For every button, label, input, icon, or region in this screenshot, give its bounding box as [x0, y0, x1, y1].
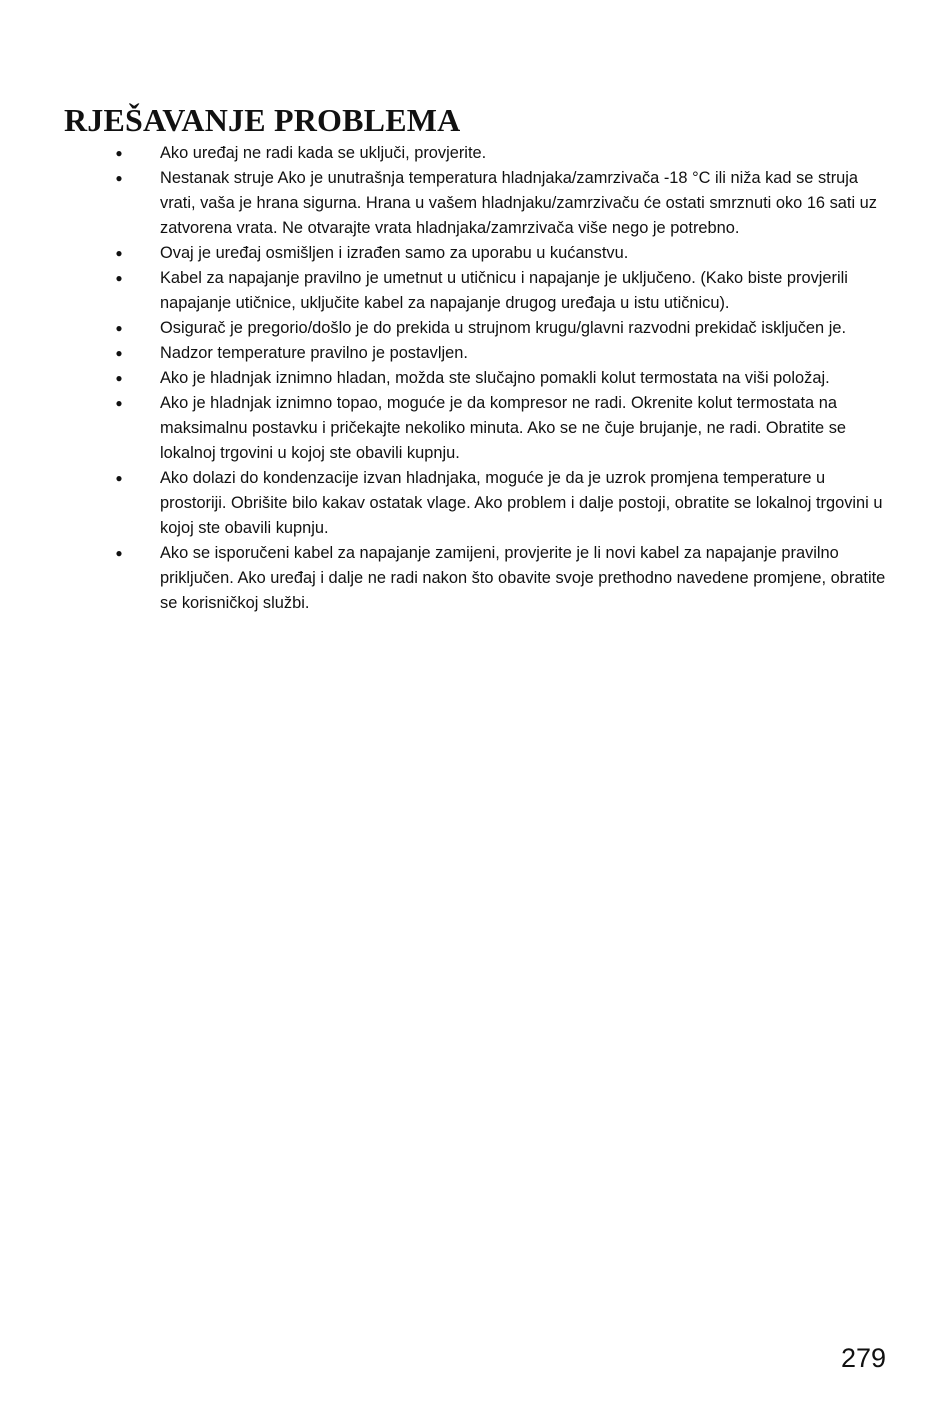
- page-title: RJEŠAVANJE PROBLEMA: [64, 102, 461, 138]
- bullet-icon: ●: [115, 271, 123, 285]
- bullet-icon: ●: [115, 371, 123, 385]
- bullet-icon: ●: [115, 321, 123, 335]
- list-item: [0, 166, 950, 241]
- list-item-text: Ako uređaj ne radi kada se uključi, provjerite.: [160, 144, 487, 162]
- list-item-text: Osigurač je pregorio/došlo je do prekida u strujnom krugu/glavni razvodni prekidač isključen je.: [160, 319, 847, 337]
- list-item: [0, 241, 950, 266]
- list-item-text: Ako je hladnjak iznimno hladan, možda ste slučajno pomakli kolut termostata na viši položaj.: [160, 369, 830, 387]
- list-item: [0, 266, 950, 316]
- list-item: [0, 366, 950, 391]
- troubleshooting-list: [0, 141, 950, 616]
- bullet-icon: ●: [115, 346, 123, 360]
- list-item-text: Ako je hladnjak iznimno topao, moguće je da kompresor ne radi. Okrenite kolut termostata na maksimalnu postavku i pričekajte nekoliko minuta. Ako se ne čuje brujanje, ne radi. Obratite se lokalnoj trgovini u kojoj ste obavili kupnju.: [160, 394, 847, 462]
- list-item: [0, 541, 950, 616]
- list-item-text: Ovaj je uređaj osmišljen i izrađen samo za uporabu u kućanstvu.: [160, 244, 629, 262]
- page-number: 279: [840, 1343, 886, 1373]
- list-item: [0, 316, 950, 341]
- list-item: [0, 391, 950, 466]
- list-item: [0, 141, 950, 166]
- bullet-icon: ●: [115, 396, 123, 410]
- bullet-icon: ●: [115, 171, 123, 185]
- bullet-icon: ●: [115, 146, 123, 160]
- bullet-icon: ●: [115, 246, 123, 260]
- list-item: [0, 341, 950, 366]
- list-item-text: Nestanak struje Ako je unutrašnja temperatura hladnjaka/zamrzivača -18 °C ili niža kad se struja vrati, vaša je hrana sigurna. Hrana u vašem hladnjaku/zamrzivaču će ostati smrznuti oko 16 sati uz zatvorena vrata. Ne otvarajte vrata hladnjaka/zamrzivača više nego je potrebno.: [160, 169, 877, 237]
- list-item-text: Ako dolazi do kondenzacije izvan hladnjaka, moguće je da je uzrok promjena temperature u prostoriji. Obrišite bilo kakav ostatak vlage. Ako problem i dalje postoji, obratite se lokalnoj trgovini u kojoj ste obavili kupnju.: [160, 469, 883, 537]
- bullet-icon: ●: [115, 471, 123, 485]
- list-item-text: Ako se isporučeni kabel za napajanje zamijeni, provjerite je li novi kabel za napajanje pravilno priključen. Ako uređaj i dalje ne radi nakon što obavite svoje prethodno navedene promjene, obratite se korisničkoj službi.: [160, 544, 886, 612]
- list-item-text: Nadzor temperature pravilno je postavljen.: [160, 344, 468, 362]
- list-item-text: Kabel za napajanje pravilno je umetnut u utičnicu i napajanje je uključeno. (Kako biste provjerili napajanje utičnice, uključite kabel za napajanje drugog uređaja u istu utičnicu).: [160, 269, 848, 312]
- bullet-icon: ●: [115, 546, 123, 560]
- list-item: [0, 466, 950, 541]
